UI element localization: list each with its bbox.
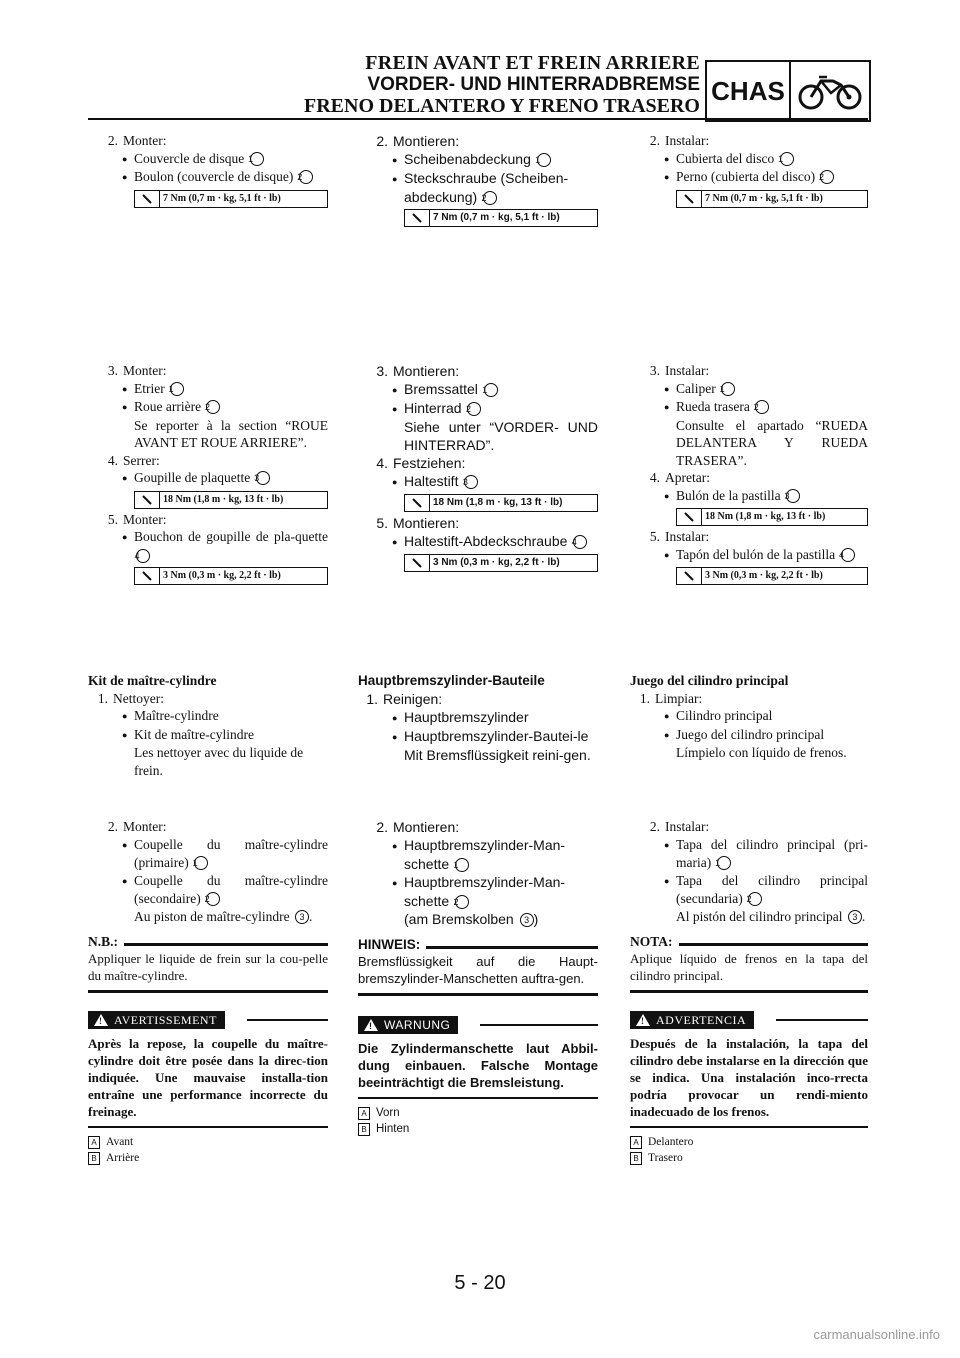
torque-spec: 18 Nm (1,8 m · kg, 13 ft · lb)	[134, 491, 328, 509]
warning-header: ! ADVERTENCIA	[630, 1011, 868, 1029]
wrench-icon	[135, 492, 160, 508]
torque-spec: 7 Nm (0,7 m · kg, 5,1 ft · lb)	[134, 190, 328, 208]
es-master-cylinder: Juego del cilindro principal 1. Limpiar: ● Cilindro principal ● Juego del cilindro principal Límpielo con líquido de frenos.	[630, 672, 868, 762]
fr-steps-3-5: 3. Monter: ● Etrier 1 ● Roue arrière 2 Se reporter à la section “ROUE AVANT ET ROUE ARRIERE”. 4. Serrer: ● Goupille de plaquette 3 18 Nm (1,8 m · kg, 13 ft · lb) 5. Monter: ● Bouchon de goupille de pla-quette 4 3 Nm (0,3 m · kg, 2,2 ft · lb)	[88, 362, 328, 587]
note-header: NOTA:	[630, 933, 868, 950]
section-badge	[705, 60, 871, 122]
torque-spec: 18 Nm (1,8 m · kg, 13 ft · lb)	[676, 508, 868, 526]
fr-step-2: 2. Monter: ● Couvercle de disque 1 ● Boulon (couvercle de disque) 2 7 Nm (0,7 m · kg, 5,1 ft · lb)	[88, 132, 328, 210]
page-header	[300, 52, 700, 117]
wrench-icon	[405, 555, 430, 571]
fr-master-cylinder: Kit de maître-cylindre 1. Nettoyer: ● Maître-cylindre ● Kit de maître-cylindre Les nettoyer avec du liquide de frein.	[88, 672, 328, 779]
title-es: FRENO DELANTERO Y FRENO TRASERO	[304, 95, 700, 117]
de-mc-step-2: 2. Montieren: ● Hauptbremszylinder-Man-schette 1 ● Hauptbremszylinder-Man-schette 2 (am Bremskolben 3 ) HINWEIS: Bremsflüssigkeit auf die Haupt-bremszylinder-Manschetten auftra-gen. ! WARNUNG Die Zylindermanschette laut Abbil-dung einbauen. Falsche Montage beeinträchtigt die Bremsleistung. A Vorn B Hinten	[358, 818, 598, 1137]
page-number: 5 - 20	[454, 1272, 506, 1294]
warning-header: ! AVERTISSEMENT	[88, 1011, 328, 1029]
warning-header: ! WARNUNG	[358, 1016, 598, 1034]
torque-spec: 7 Nm (0,7 m · kg, 5,1 ft · lb)	[676, 190, 868, 208]
wrench-icon	[405, 210, 430, 226]
torque-spec: 3 Nm (0,3 m · kg, 2,2 ft · lb)	[404, 554, 598, 572]
de-master-cylinder: Hauptbremszylinder-Bauteile 1. Reinigen: ● Hauptbremszylinder ● Hauptbremszylinder-Bautei-le Mit Bremsflüssigkeit reini-gen.	[358, 672, 598, 764]
es-mc-step-2: 2. Instalar: ● Tapa del cilindro principal (pri-maria) 1 ● Tapa del cilindro principal (secundaria) 2 Al pistón del cilindro principal 3 . NOTA: Aplique líquido de frenos en la tapa del cilindro principal. ! ADVERTENCIA Después de la instalación, la tapa del cilindro debe instalarse en la dirección que se indica. Una instalación inco-rrecta podría provocar un rendi-miento inadecuado de los frenos. A Delantero B Trasero	[630, 818, 868, 1166]
torque-spec: 3 Nm (0,3 m · kg, 2,2 ft · lb)	[134, 567, 328, 585]
torque-spec: 18 Nm (1,8 m · kg, 13 ft · lb)	[404, 494, 598, 512]
wrench-icon	[135, 191, 160, 207]
fr-mc-step-2: 2. Monter: ● Coupelle du maître-cylindre (primaire) 1 ● Coupelle du maître-cylindre (secondaire) 2 Au piston de maître-cylindre 3 . N.B.: Appliquer le liquide de frein sur la cou-pelle du maître-cylindre. ! AVERTISSEMENT Après la repose, la coupelle du maître-cylindre doit être posée dans la direc-tion indiquée. Une mauvaise installa-tion entraîne une performance incorrecte du freinage. A Avant B Arrière	[88, 818, 328, 1166]
es-steps-3-5: 3. Instalar: ● Caliper 1 ● Rueda trasera 2 Consulte el apartado “RUEDA DELANTERA Y RUEDA TRASERA”. 4. Apretar: ● Bulón de la pastilla 3 18 Nm (1,8 m · kg, 13 ft · lb) 5. Instalar: ● Tapón del bulón de la pastilla 4 3 Nm (0,3 m · kg, 2,2 ft · lb)	[630, 362, 868, 587]
torque-spec: 7 Nm (0,7 m · kg, 5,1 ft · lb)	[404, 209, 598, 227]
de-step-2: 2. Montieren: ● Scheibenabdeckung 1 ● Steckschraube (Scheiben-abdeckung) 2 7 Nm (0,7 m · kg, 5,1 ft · lb)	[358, 132, 598, 229]
header-rule	[88, 118, 868, 120]
warning-icon: !	[636, 1014, 650, 1026]
footer-watermark[interactable]: carmanualsonline.info	[813, 1327, 940, 1342]
wrench-icon	[405, 495, 430, 511]
torque-spec: 3 Nm (0,3 m · kg, 2,2 ft · lb)	[676, 567, 868, 585]
es-step-2: 2. Instalar: ● Cubierta del disco 1 ● Perno (cubierta del disco) 2 7 Nm (0,7 m · kg, 5,1 ft · lb)	[630, 132, 868, 210]
motorcycle-icon	[791, 62, 869, 120]
de-steps-3-5: 3. Montieren: ● Bremssattel 1 ● Hinterrad 2 Siehe unter “VORDER- UND HINTERRAD”. 4. Festziehen: ● Haltestift 3 18 Nm (1,8 m · kg, 13 ft · lb) 5. Montieren: ● Haltestift-Abdeckschraube 4 3 Nm (0,3 m · kg, 2,2 ft · lb)	[358, 362, 598, 574]
title-de: VORDER- UND HINTERRADBREMSE	[367, 74, 700, 95]
note-header: N.B.:	[88, 933, 328, 950]
section-label: CHAS	[707, 62, 791, 120]
wrench-icon	[677, 191, 702, 207]
title-fr: FREIN AVANT ET FREIN ARRIERE	[365, 52, 700, 74]
wrench-icon	[135, 568, 160, 584]
wrench-icon	[677, 568, 702, 584]
warning-icon: !	[364, 1019, 378, 1031]
warning-icon: !	[94, 1014, 108, 1026]
note-header: HINWEIS:	[358, 936, 598, 953]
wrench-icon	[677, 509, 702, 525]
